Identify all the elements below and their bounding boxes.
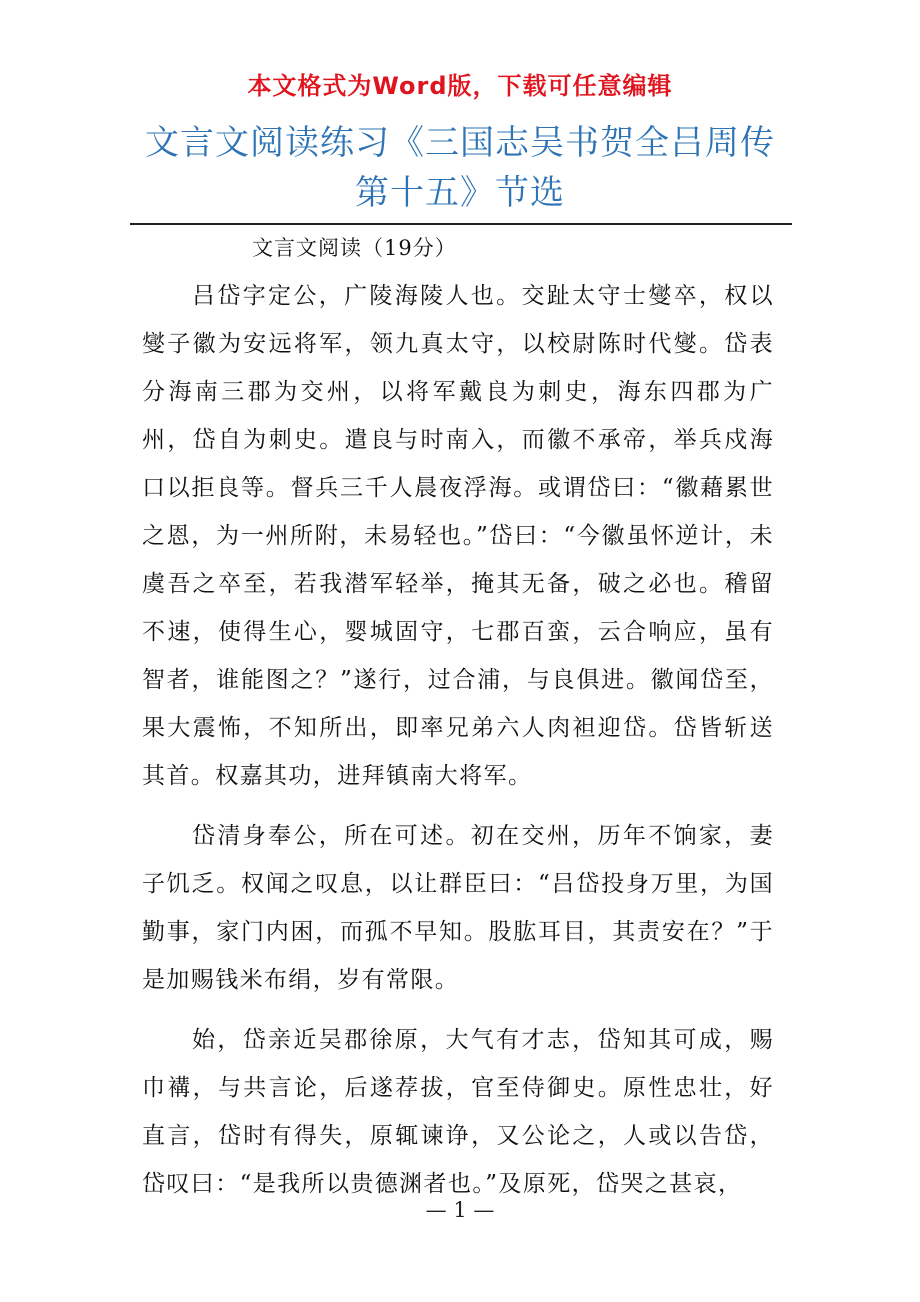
section-label: 文言文阅读（19分） xyxy=(252,236,457,260)
paragraph-1: 吕岱字定公，广陵海陵人也。交趾太守士燮卒，权以燮子徽为安远将军，领九真太守，以校尉陈时代燮。岱表分海南三郡为交州，以将军戴良为刺史，海东四郡为广州，岱自为刺史。遣良与时南入，而徽不承帝，举兵戍海口以拒良等。督兵三千人晨夜浮海。或谓岱曰：“徽藉累世之恩，为一州所附，未易轻也。”岱曰：“今徽虽怀逆计，未虞吾之卒至，若我潜军轻举，掩其无备，破之必也。稽留不速，使得生心，婴城固守，七郡百蛮，云合响应，虽有智者，谁能图之？”遂行，过合浦，与良俱进。徽闻岱至，果大震怖，不知所出，即率兄弟六人肉袒迎岱。岱皆斩送其首。权嘉其功，进拜镇南大将军。 xyxy=(142,283,774,789)
format-notice: 本文格式为Word版，下载可任意编辑 xyxy=(247,72,673,100)
title-divider xyxy=(130,223,792,225)
paragraph-3: 始，岱亲近吴郡徐原，大气有才志，岱知其可成，赐巾褠，与共言论，后遂荐拔，官至侍御史。原性忠壮，好直言，岱时有得失，原辄谏诤，又公论之，人或以告岱，岱叹曰：“是我所以贵德渊者也。”及原死，岱哭之甚哀， xyxy=(142,1027,774,1197)
passage-body xyxy=(142,272,774,1220)
page-number: — 1 — xyxy=(425,1198,495,1222)
paragraph-2: 岱清身奉公，所在可述。初在交州，历年不饷家，妻子饥乏。权闻之叹息，以让群臣曰：“吕岱投身万里，为国勤事，家门内困，而孤不早知。股肱耳目，其责安在？”于是加赐钱米布绢，岁有常限。 xyxy=(142,823,774,993)
document-title: 文言文阅读练习《三国志吴书贺全吕周传第十五》节选 xyxy=(145,123,775,213)
